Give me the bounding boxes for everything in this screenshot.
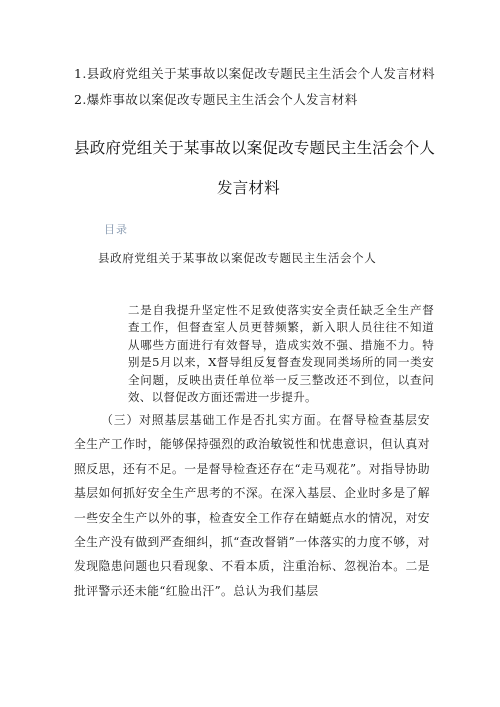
toc-heading: 目录 [104, 223, 128, 236]
document-title-line-2: 发言材料 [217, 179, 280, 197]
toc-line-1: 1.县政府党组关于某事故以案促改专题民主生活会个人发言材料 [74, 66, 436, 81]
document-title-line-1: 县政府党组关于某事故以案促改专题民主生活会个人 [74, 139, 436, 157]
toc-line-2: 2.爆炸事故以案促改专题民主生活会个人发言材料 [74, 92, 358, 107]
toc-entry: 县政府党组关于某事故以案促改专题民主生活会个人 [98, 251, 377, 265]
body-paragraph: （三）对照基层基础工作是否扎实方面。在督导检查基层安全生产工作时，能够保持强烈的政治敏锐性和忧患意识，但认真对照反思，还有不足。一是督导检查还存在“走马观花”。对指导协助基层如何抓好安全生产思考的不深。在深入基层、企业时多是了解一些安全生产以外的事，检查安全工作存在蜻蜓点水的情况，对安全生产没有做到严查细纠，抓“查改督销”一体落实的力度不够，对发现隐患问题也只看现象、不看本质，注重治标、忽视治本。二是批评警示还未能“红脸出汗”。总认为我们基层 [74, 413, 430, 598]
indented-text-block: 二是自我提升坚定性不足致使落实安全责任缺乏全生产督查工作，但督查室人员更替频繁，新入职人员往往不知道从哪些方面进行有效督导，造成实效不强、措施不力。特别是5月以来，X督导组反复督查发现同类场所的同一类安全问题，反映出责任单位举一反三整改还不到位，以查问效、以督促改方面还需进一步提升。 [128, 303, 434, 405]
